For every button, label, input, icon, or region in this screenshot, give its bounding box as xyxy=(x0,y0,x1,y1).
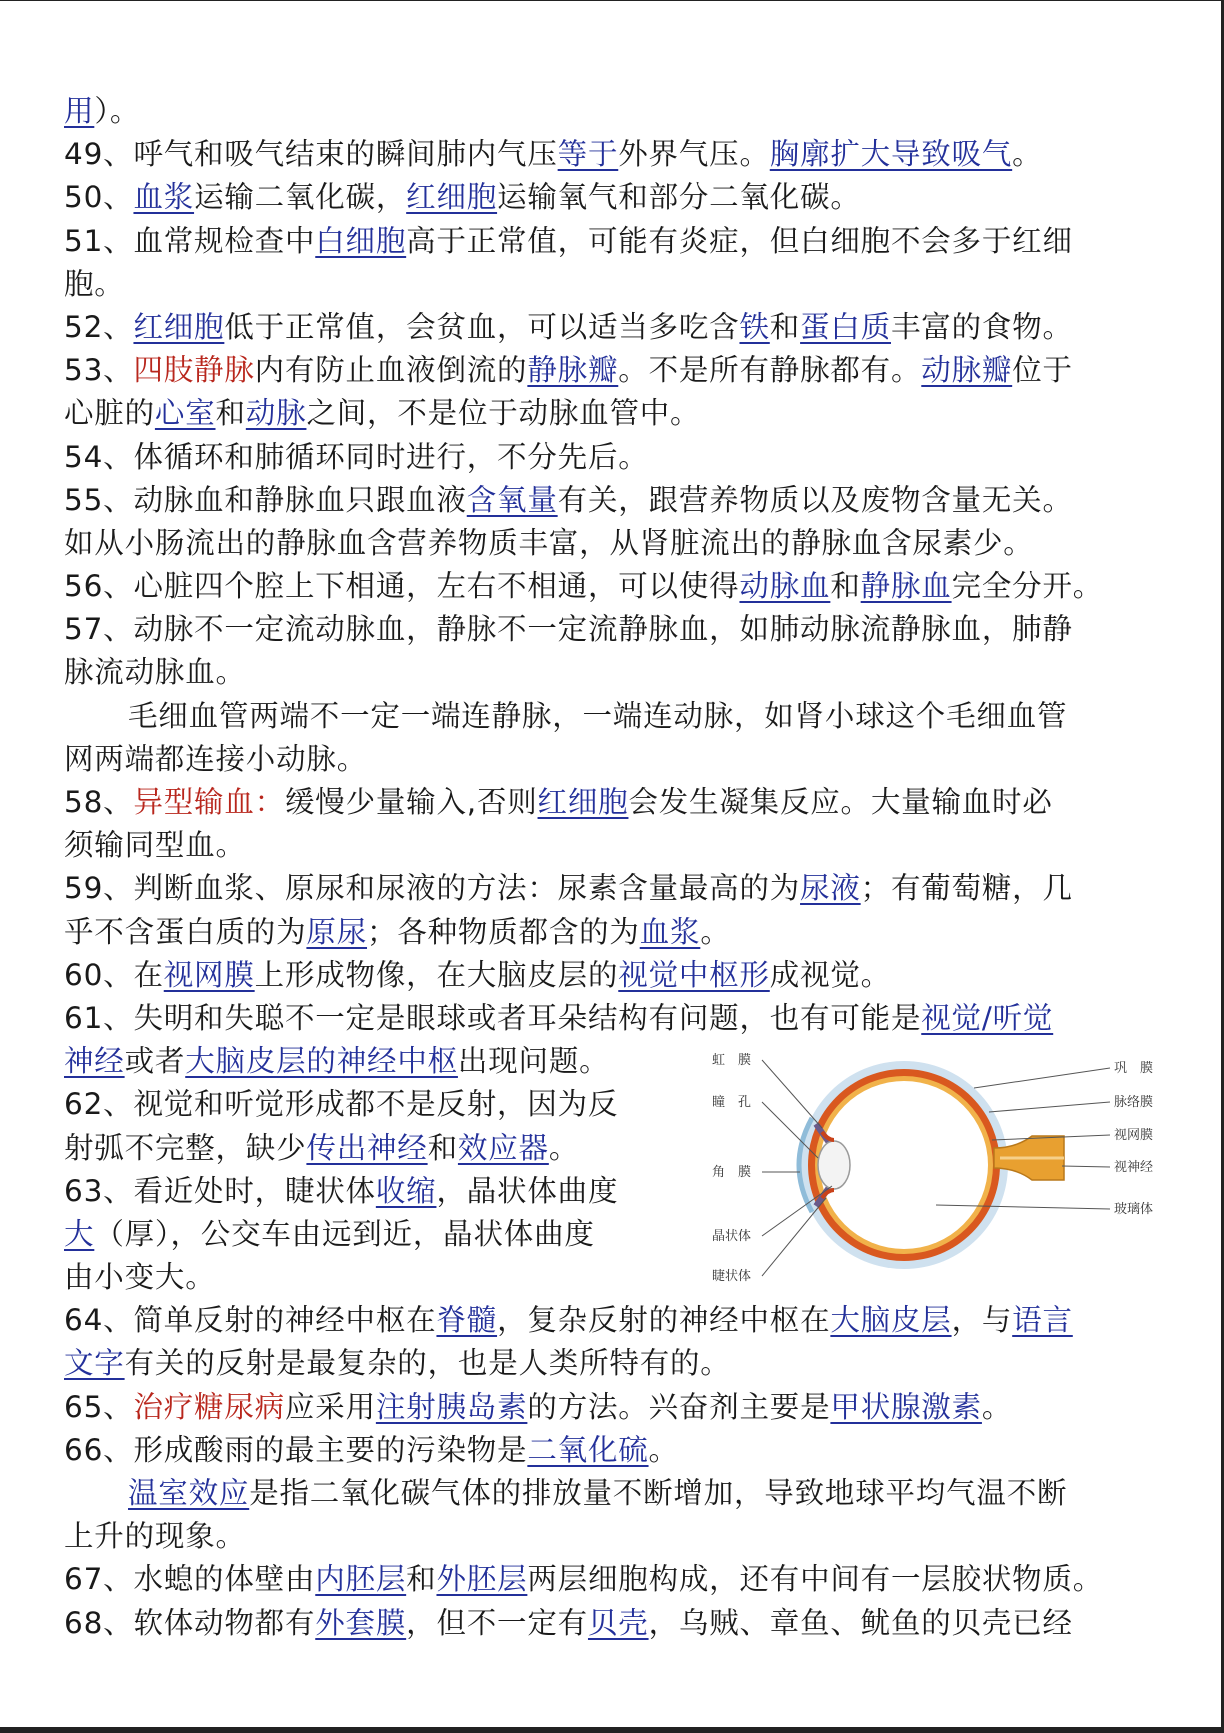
text-segment: 会发生凝集反应。大量输血时必 xyxy=(628,785,1053,819)
underlined-keyword: 胸廓扩大导致吸气 xyxy=(769,137,1013,172)
text-segment: 须输同型血。 xyxy=(64,828,246,863)
underlined-keyword: 等于 xyxy=(557,137,619,172)
text-segment: 乎不含蛋白质的为 xyxy=(64,914,307,949)
text-segment: ；有葡萄糖，几 xyxy=(860,871,1073,906)
underlined-keyword: 大脑皮层 xyxy=(830,1303,952,1338)
label-lens: 晶状体 xyxy=(712,1229,752,1244)
text-segment: ，晶状体曲度 xyxy=(436,1173,619,1208)
text-segment: 之间，不是位于动脉血管中。 xyxy=(306,396,701,431)
text-segment: 65、 xyxy=(64,1389,134,1424)
text-segment: 如从小肠流出的静脉血含营养物质丰富，从肾脏流出的静脉血含尿素少。 xyxy=(64,525,1034,560)
text-segment: ，复杂反射的神经中枢在 xyxy=(497,1303,831,1338)
text-segment: ，但不一定有 xyxy=(406,1605,588,1640)
underlined-keyword: 红细胞 xyxy=(133,309,225,344)
leader-sclera xyxy=(974,1068,1110,1088)
label-iris: 虹 膜 xyxy=(712,1053,752,1068)
text-line xyxy=(64,176,1174,219)
text-segment: 51、血常规检查中 xyxy=(64,223,316,258)
underlined-keyword: 白细胞 xyxy=(315,223,407,258)
lens-shape xyxy=(818,1141,850,1189)
text-line xyxy=(64,997,1174,1040)
text-line xyxy=(64,867,1174,910)
text-line xyxy=(64,608,1174,651)
text-segment: 两层细胞构成，还有中间有一层胶状物质。 xyxy=(527,1562,1104,1597)
underlined-keyword: 血浆 xyxy=(133,180,195,215)
text-line xyxy=(64,1386,1174,1429)
underlined-keyword: 脊髓 xyxy=(436,1303,498,1338)
text-line xyxy=(64,1170,684,1213)
text-segment: 64、简单反射的神经中枢在 xyxy=(64,1303,437,1338)
text-line xyxy=(64,522,1174,565)
leader-iris xyxy=(762,1060,822,1128)
underlined-keyword: 尿液 xyxy=(800,871,861,906)
text-line xyxy=(64,695,1174,738)
underlined-keyword: 含氧量 xyxy=(466,482,558,517)
text-line xyxy=(64,1342,1174,1385)
text-segment: 和 xyxy=(427,1130,458,1165)
text-line xyxy=(64,263,1174,306)
underlined-keyword: 贝壳 xyxy=(587,1605,649,1640)
text-line xyxy=(64,1213,684,1256)
text-segment: 。 xyxy=(700,914,731,949)
text-line xyxy=(64,1083,684,1126)
label-retina: 视网膜 xyxy=(1114,1128,1154,1143)
text-line xyxy=(64,1515,1174,1558)
bottom-border xyxy=(0,1727,1224,1733)
underlined-keyword: 内胚层 xyxy=(315,1562,407,1597)
text-line xyxy=(64,220,1174,263)
underlined-keyword: 传出神经 xyxy=(306,1130,428,1165)
text-line xyxy=(64,1127,684,1170)
text-segment: 毛细血管两端不一定一端连静脉，一端连动脉，如肾小球这个毛细血管 xyxy=(128,698,1068,733)
text-line xyxy=(64,349,1174,392)
text-segment: 或者 xyxy=(124,1044,186,1079)
text-segment: 60、在 xyxy=(64,957,164,992)
text-segment: 外界气压。 xyxy=(618,137,770,172)
underlined-keyword: 铁 xyxy=(739,309,770,344)
text-segment: 运输二氧化碳， xyxy=(194,180,407,215)
text-segment: 62、视觉和听觉形成都不是反射，因为反 xyxy=(64,1087,619,1122)
text-line xyxy=(64,133,1174,176)
label-vitreous: 玻璃体 xyxy=(1114,1202,1154,1217)
text-segment: 67、水螅的体壁由 xyxy=(64,1562,316,1597)
highlighted-term: 治疗糖尿病 xyxy=(133,1389,285,1424)
text-segment: 52、 xyxy=(64,309,134,344)
text-line xyxy=(64,436,1174,479)
underlined-keyword: 大 xyxy=(64,1216,95,1251)
label-ciliary: 睫状体 xyxy=(712,1269,752,1284)
underlined-keyword: 动脉 xyxy=(245,396,307,431)
text-segment: 缓慢少量输入,否则 xyxy=(284,785,538,819)
text-segment: ）。 xyxy=(94,94,141,128)
text-line xyxy=(64,1602,1174,1645)
text-segment: 有关，跟营养物质以及废物含量无关。 xyxy=(557,482,1073,517)
underlined-keyword: 注射胰岛素 xyxy=(375,1389,528,1424)
text-segment: 是指二氧化碳气体的排放量不断增加，导致地球平均气温不断 xyxy=(249,1476,1068,1510)
label-sclera: 巩 膜 xyxy=(1114,1061,1154,1076)
leader-ciliary xyxy=(762,1198,826,1276)
eye-diagram xyxy=(704,1040,1172,1290)
underlined-keyword: 甲状腺激素 xyxy=(830,1389,982,1424)
text-segment: 有关的反射是最复杂的，也是人类所特有的。 xyxy=(124,1346,731,1381)
leader-choroid xyxy=(989,1102,1110,1112)
underlined-keyword: 视网膜 xyxy=(163,957,255,992)
underlined-keyword: 红细胞 xyxy=(537,785,629,819)
text-line xyxy=(64,1299,1174,1342)
text-segment: 上升的现象。 xyxy=(64,1519,246,1554)
text-line xyxy=(64,479,1174,522)
label-choroid: 脉络膜 xyxy=(1114,1095,1154,1110)
text-segment: 位于 xyxy=(1012,353,1073,388)
text-segment: 59、判断血浆、原尿和尿液的方法：尿素含量最高的为 xyxy=(64,871,801,906)
text-segment: 内有防止血液倒流的 xyxy=(254,353,528,388)
text-segment: 丰富的食物。 xyxy=(891,309,1073,344)
text-segment: 。不是所有静脉都有。 xyxy=(618,353,922,388)
underlined-keyword: 用 xyxy=(64,94,95,128)
text-segment: 53、 xyxy=(64,353,134,388)
underlined-keyword: 大脑皮层的神经中枢 xyxy=(185,1044,458,1079)
text-line xyxy=(64,911,1174,954)
text-segment: 脉流动脉血。 xyxy=(64,655,246,690)
text-segment: 57、动脉不一定流动脉血，静脉不一定流静脉血，如肺动脉流静脉血，肺静 xyxy=(64,612,1073,647)
text-segment: 由小变大。 xyxy=(64,1260,216,1295)
text-segment: ，与 xyxy=(951,1303,1013,1338)
text-segment: 54、体循环和肺循环同时进行，不分先后。 xyxy=(64,439,649,474)
text-line xyxy=(64,1429,1174,1472)
top-border xyxy=(0,0,1224,1)
underlined-keyword: 蛋白质 xyxy=(800,309,891,344)
text-segment: 58、 xyxy=(64,785,134,819)
text-segment: ；各种物质都含的为 xyxy=(367,914,640,949)
text-segment: 55、动脉血和静脉血只跟血液 xyxy=(64,482,467,517)
text-segment: 68、软体动物都有 xyxy=(64,1605,316,1640)
text-line xyxy=(64,824,1174,867)
text-segment: 的方法。兴奋剂主要是 xyxy=(527,1389,831,1424)
underlined-keyword: 神经 xyxy=(64,1044,125,1079)
eye-diagram-svg xyxy=(704,1040,1172,1290)
text-segment: 。 xyxy=(981,1389,1013,1424)
text-segment: 应采用 xyxy=(284,1389,376,1424)
text-segment: 网两端都连接小动脉。 xyxy=(64,741,368,776)
leader-optic-nerve xyxy=(1062,1166,1110,1167)
underlined-keyword: 静脉血 xyxy=(860,569,952,604)
text-segment: 出现问题。 xyxy=(457,1044,610,1079)
text-segment: 运输氧气和部分二氧化碳。 xyxy=(497,180,861,215)
text-segment: 胞。 xyxy=(64,266,125,301)
text-segment: 射弧不完整，缺少 xyxy=(64,1130,307,1165)
text-segment: 上形成物像，在大脑皮层的 xyxy=(254,957,619,992)
underlined-keyword: 视觉/听觉 xyxy=(921,1000,1054,1035)
underlined-keyword: 动脉瓣 xyxy=(921,353,1013,388)
text-segment: （厚），公交车由远到近，晶状体曲度 xyxy=(94,1216,595,1251)
underlined-keyword: 外套膜 xyxy=(315,1605,407,1640)
text-line xyxy=(64,954,1174,997)
text-line xyxy=(64,306,1174,349)
underlined-keyword: 效应器 xyxy=(457,1130,549,1165)
text-segment: 和 xyxy=(406,1562,437,1597)
text-segment: 高于正常值，可能有炎症，但白细胞不会多于红细 xyxy=(406,223,1073,258)
text-line xyxy=(64,1558,1174,1601)
underlined-keyword: 文字 xyxy=(64,1346,125,1381)
text-line xyxy=(64,651,1174,694)
underlined-keyword: 收缩 xyxy=(375,1173,437,1208)
text-segment: 和 xyxy=(769,309,801,344)
text-segment: 。 xyxy=(548,1130,580,1165)
text-segment: 66、形成酸雨的最主要的污染物是 xyxy=(64,1432,528,1467)
text-segment: 心脏的 xyxy=(64,396,155,431)
text-segment: 低于正常值，会贫血，可以适当多吃含 xyxy=(224,309,740,344)
underlined-keyword: 静脉瓣 xyxy=(527,353,619,388)
underlined-keyword: 外胚层 xyxy=(436,1562,528,1597)
text-line xyxy=(64,1472,1174,1515)
text-segment: 61、失明和失聪不一定是眼球或者耳朵结构有问题，也有可能是 xyxy=(64,1000,922,1035)
text-body xyxy=(64,90,1174,1645)
text-segment: 63、看近处时，睫状体 xyxy=(64,1173,376,1208)
label-optic-nerve: 视神经 xyxy=(1114,1160,1154,1175)
text-segment: 。 xyxy=(1012,137,1043,172)
underlined-keyword: 二氧化硫 xyxy=(527,1432,649,1467)
text-segment: 56、心脏四个腔上下相通，左右不相通，可以使得 xyxy=(64,569,740,604)
text-line xyxy=(64,1256,684,1299)
underlined-keyword: 原尿 xyxy=(306,914,368,949)
label-cornea: 角 膜 xyxy=(712,1165,752,1180)
text-segment: 完全分开。 xyxy=(951,569,1104,604)
text-segment: 和 xyxy=(215,396,246,431)
underlined-keyword: 温室效应 xyxy=(128,1476,250,1510)
text-line xyxy=(64,392,1174,435)
text-line xyxy=(64,90,1174,133)
text-segment: ，乌贼、章鱼、鱿鱼的贝壳已经 xyxy=(648,1605,1073,1640)
underlined-keyword: 视觉中枢形 xyxy=(618,957,770,992)
text-segment: 和 xyxy=(830,569,861,604)
text-line xyxy=(64,781,1174,824)
text-segment: 成视觉。 xyxy=(769,957,891,992)
underlined-keyword: 心室 xyxy=(154,396,216,431)
highlighted-term: 异型输血： xyxy=(133,785,285,819)
text-segment: 50、 xyxy=(64,180,134,215)
underlined-keyword: 动脉血 xyxy=(739,569,831,604)
highlighted-term: 四肢静脉 xyxy=(133,353,255,388)
text-segment: 。 xyxy=(648,1432,679,1467)
text-segment: 49、呼气和吸气结束的瞬间肺内气压 xyxy=(64,137,558,172)
underlined-keyword: 血浆 xyxy=(639,914,701,949)
text-line xyxy=(64,565,1174,608)
underlined-keyword: 语言 xyxy=(1012,1303,1073,1338)
text-line xyxy=(64,738,1174,781)
underlined-keyword: 红细胞 xyxy=(406,180,498,215)
label-pupil: 瞳 孔 xyxy=(712,1095,752,1110)
